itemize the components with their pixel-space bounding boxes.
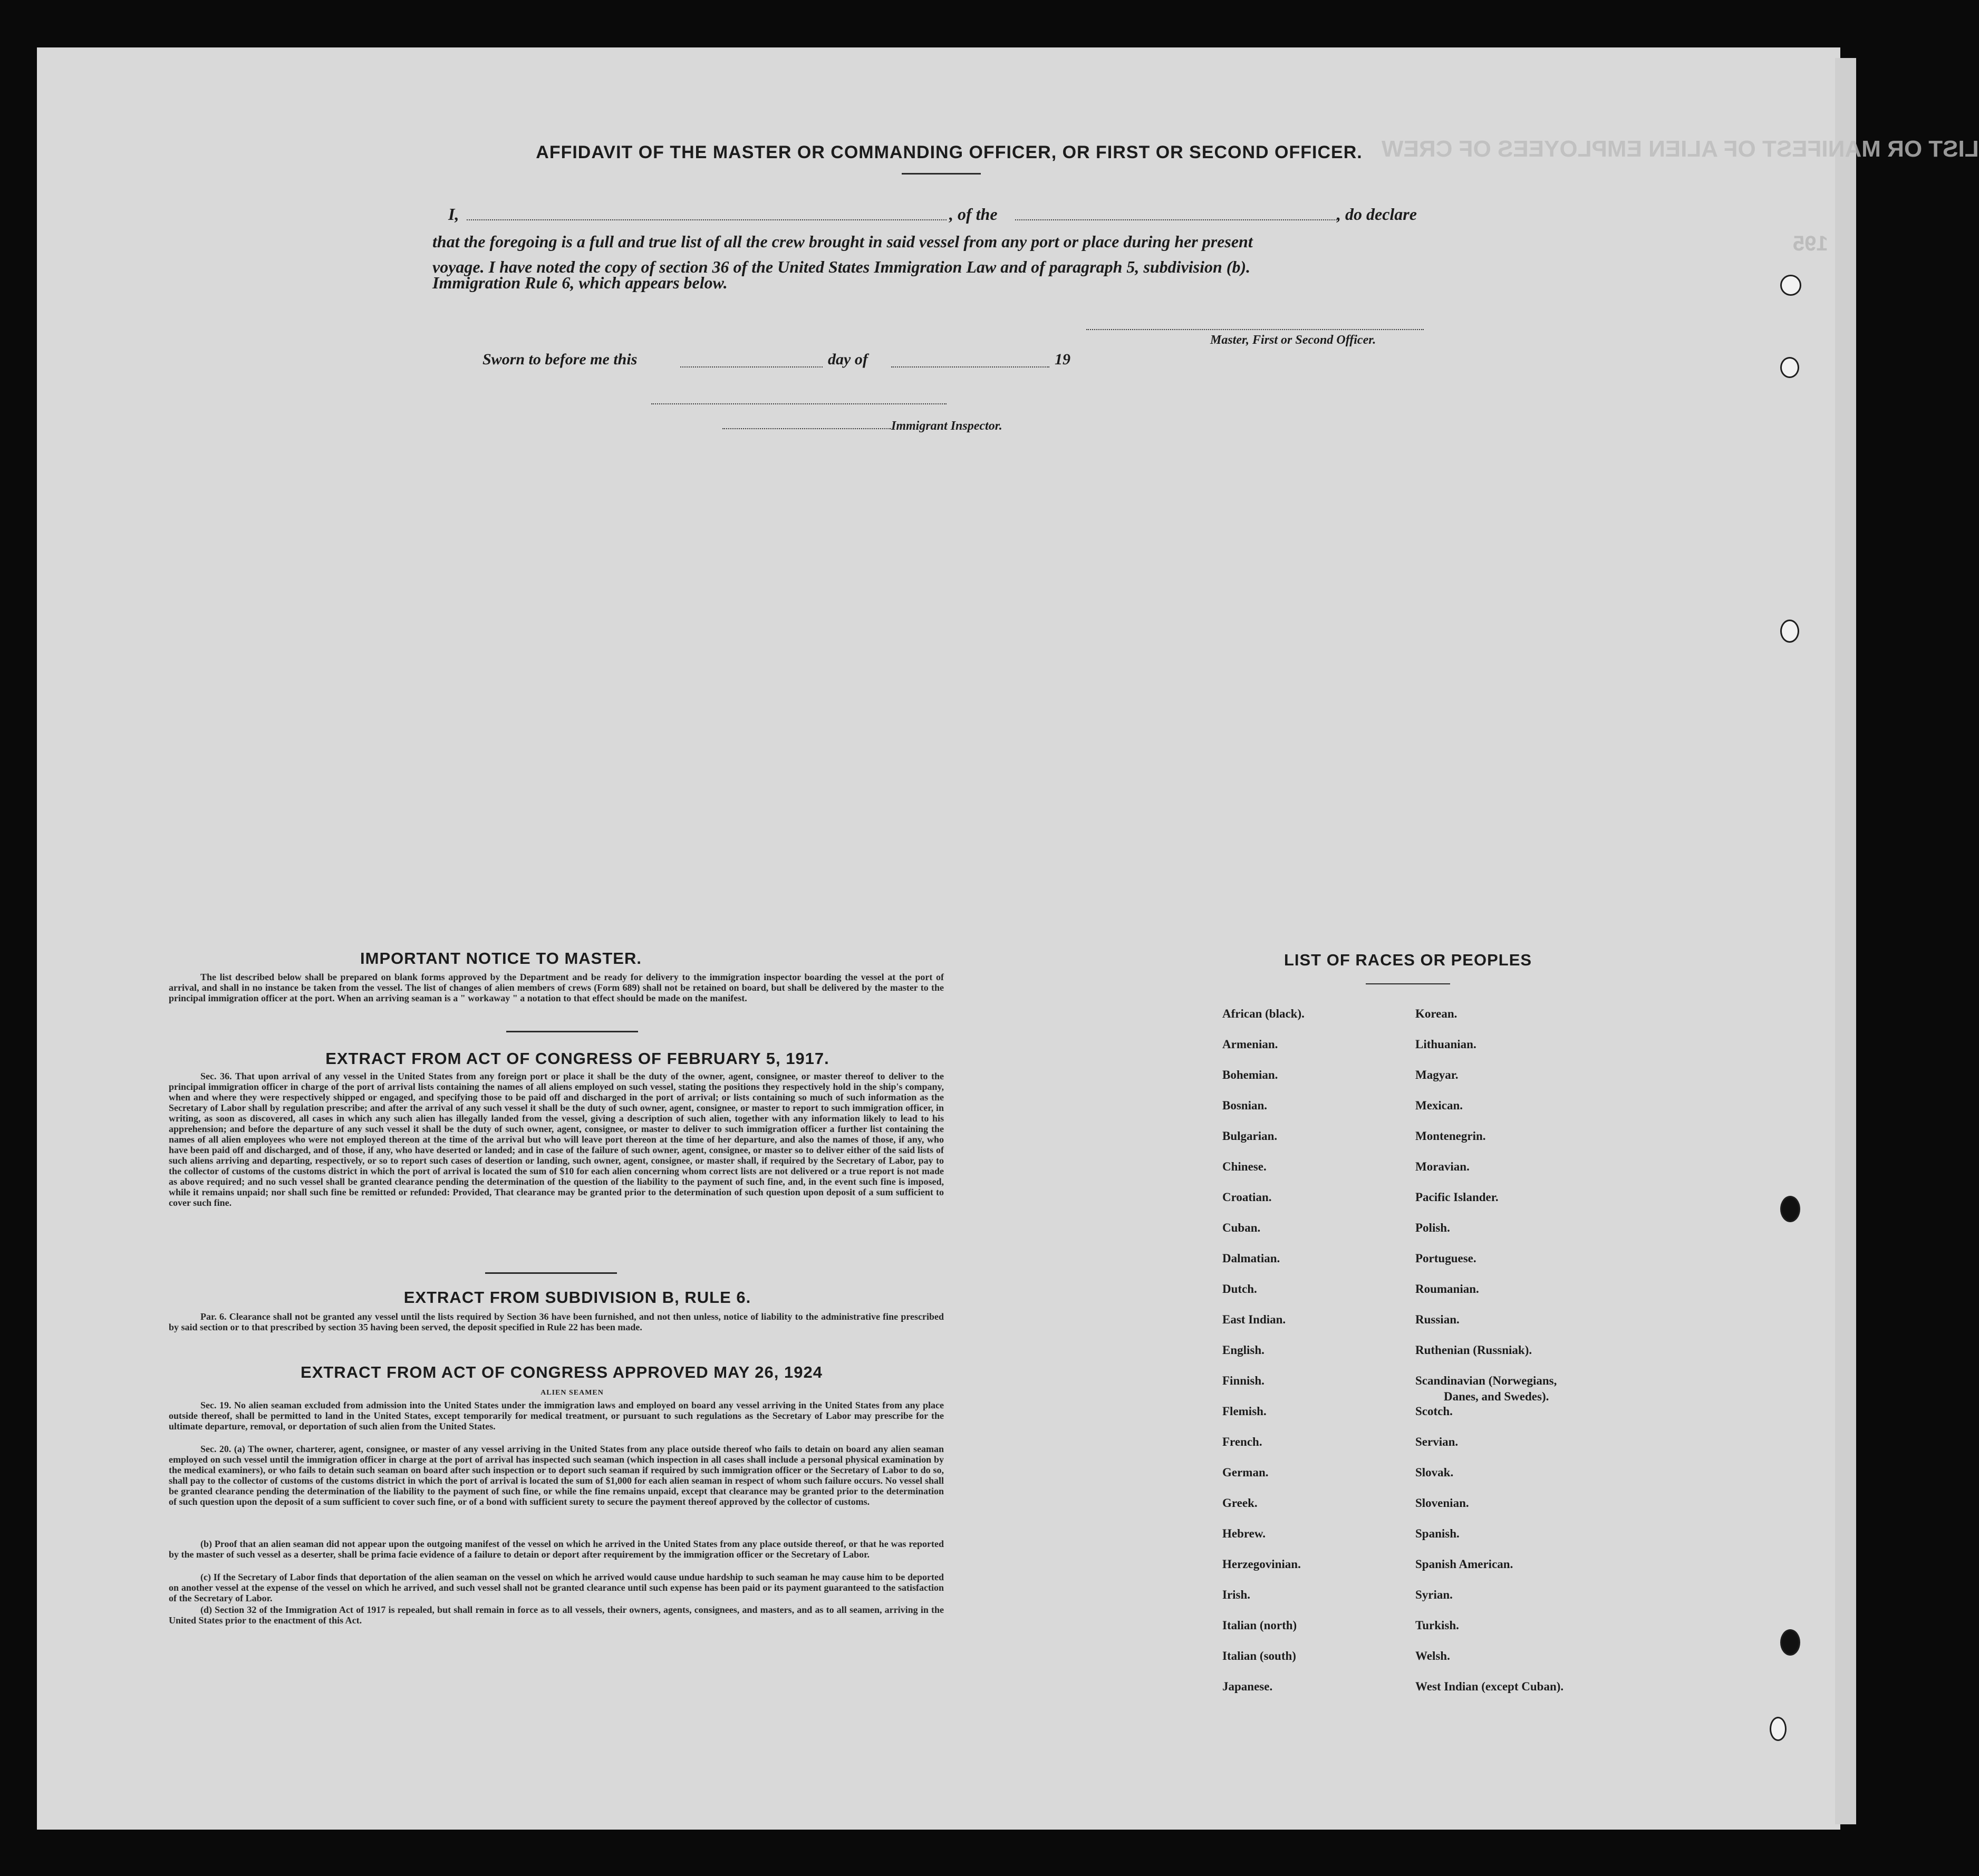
- race-item: Italian (north): [1222, 1619, 1297, 1632]
- binder-hole: [1780, 357, 1799, 378]
- bleed-through-number: 195: [1793, 232, 1828, 255]
- race-item: Bohemian.: [1222, 1068, 1278, 1081]
- sworn-year-label: 19: [1055, 351, 1070, 368]
- race-item: Slovenian.: [1415, 1496, 1469, 1510]
- page-edge: [1835, 58, 1856, 1824]
- race-item: Bosnian.: [1222, 1099, 1268, 1112]
- race-item: Korean.: [1415, 1007, 1457, 1020]
- notice-title: IMPORTANT NOTICE TO MASTER.: [360, 949, 642, 968]
- race-item: Servian.: [1415, 1435, 1459, 1448]
- extract-1924-subtitle: ALIEN SEAMEN: [540, 1389, 604, 1397]
- declaration-line-4: Immigration Rule 6, which appears below.: [432, 273, 728, 292]
- race-item: Polish.: [1415, 1221, 1450, 1234]
- race-item: Lithuanian.: [1415, 1038, 1476, 1051]
- race-item: Spanish.: [1415, 1527, 1460, 1540]
- sworn-month-blank: [891, 366, 1049, 368]
- race-item: West Indian (except Cuban).: [1415, 1680, 1564, 1693]
- declaration-line-3: voyage. I have noted the copy of section 36 of the United States Immigration Law and of paragraph 5, subdivision (b).: [432, 257, 1251, 276]
- race-item: German.: [1222, 1466, 1269, 1479]
- race-item: Scandinavian (Norwegians,: [1415, 1374, 1557, 1387]
- race-item: Chinese.: [1222, 1160, 1267, 1173]
- race-item: Mexican.: [1415, 1099, 1463, 1112]
- race-item: Hebrew.: [1222, 1527, 1266, 1540]
- declaration-of-the: , of the: [949, 205, 998, 224]
- extract-1924-title: EXTRACT FROM ACT OF CONGRESS APPROVED MAY 26, 1924: [301, 1363, 823, 1381]
- race-item: Spanish American.: [1415, 1558, 1513, 1571]
- sworn-prefix: Sworn to before me this: [482, 351, 638, 368]
- binder-hole: [1780, 1629, 1800, 1656]
- race-item: Herzegovinian.: [1222, 1558, 1301, 1571]
- race-item: Cuban.: [1222, 1221, 1261, 1234]
- race-item: Turkish.: [1415, 1619, 1459, 1632]
- extract-1917-body: Sec. 36. That upon arrival of any vessel in the United States from any foreign port or place it shall be the duty of the owner, agent, consignee, or master thereof to deliver to the principal immigration officer in charge of the port of arrival lists containing the names of all aliens employed on such vessel, stating the positions they respectively hold in the ship's company, when and where they were respectively shipped or engaged, and specifying those to be paid off and discharged in the port of arrival; or lists containing so much of such information as the Secretary of Labor shall by regulation prescribe; and after the arrival of any such vessel it shall be the duty of such owner, agent, consignee, or master to report to such immigration officer, in writing, as soon as discovered, all cases in which any such alien has illegally landed from the vessel, giving a description of such alien, together with any information likely to lead to his apprehension; and before the departure of any such vessel it shall be the duty of such owner, agent, consignee, or master to deliver to such immigration officer a further list containing the names of all alien employees who were not employed thereon at the time of the arrival but who will leave port thereon at the time of her departure, and also the names of those, if any, who have been paid off and discharged, and of those, if any, who have deserted or landed; and in case of the failure of such owner, agent, consignee, or master so to deliver either of the said lists of such aliens arriving and departing, respectively, or so to report such cases of desertion or landing, such owner, agent, consignee, or master shall, if required by the Secretary of Labor, pay to the collector of customs of the customs district in which the port of arrival is located the sum of $10 for each alien concerning whom correct lists are not delivered or a true report is not made as above required; and no such vessel shall be granted clearance pending the determination of the question of the liability to the payment of such fine, and, in the event such fine is imposed, while it remains unpaid; nor shall such fine be remitted or refunded: Provided, That clearance may be granted prior to the determination of such question upon deposit of a sum sufficient to cover such fine.: [169, 1071, 944, 1208]
- race-item: Syrian.: [1415, 1588, 1453, 1601]
- inspector-signature-blank: [651, 403, 947, 404]
- extract-1924-sec19: Sec. 19. No alien seaman excluded from admission into the United States under the immigration laws and employed on board any vessel arriving in the United States from any place outside thereof, shall be permitted to land in the United States, except temporarily for medical treatment, or pursuant to such regulations as the Secretary of Labor may prescribe for the ultimate departure, removal, or deportation of such alien from the United States.: [169, 1400, 944, 1432]
- title-rule: [902, 173, 981, 175]
- race-item: Flemish.: [1222, 1405, 1267, 1418]
- race-item: Bulgarian.: [1222, 1129, 1278, 1143]
- inspector-signature-blank-2: [722, 428, 891, 429]
- extract-1924-sec20a: Sec. 20. (a) The owner, charterer, agent, consignee, or master of any vessel arriving in the United States from any place outside thereof who fails to detain on board any alien seaman employed on such vessel until the immigration officer in charge at the port of arrival has inspected such seaman (which inspection in all cases shall include a personal physical examination by the medical examiners), or who fails to detain such seaman on board after such inspection or to deport such seaman if required by such immigration officer or the Secretary of Labor to do so, shall pay to the collector of customs of the customs district in which the port of arrival is located the sum of $1,000 for each alien seaman in respect of whom such failure occurs. No vessel shall be granted clearance pending the determination of the liability to the payment of such fine, or while the fine remains unpaid, except that clearance may be granted prior to the determination of such question upon the deposit of a sum sufficient to cover such fine, or of a bond with sufficient surety to secure the payment thereof approved by the collector of customs.: [169, 1444, 944, 1507]
- race-item: English.: [1222, 1343, 1264, 1357]
- section-rule: [506, 1031, 638, 1032]
- declaration-i: I,: [448, 205, 459, 224]
- race-item: Slovak.: [1415, 1466, 1454, 1479]
- bleed-through-header: LIST OR MANIFEST OF ALIEN EMPLOYEES OF CREW: [1382, 136, 1979, 162]
- race-item: Montenegrin.: [1415, 1129, 1486, 1143]
- officer-signature-blank: [1086, 329, 1424, 330]
- races-title-rule: [1366, 983, 1450, 984]
- inspector-label: Immigrant Inspector.: [891, 419, 1002, 433]
- sworn-day-blank: [680, 366, 823, 368]
- race-item: Dutch.: [1222, 1282, 1257, 1295]
- binder-hole: [1770, 1717, 1787, 1741]
- race-item: Scotch.: [1415, 1405, 1453, 1418]
- race-item: Magyar.: [1415, 1068, 1459, 1081]
- binder-hole: [1780, 620, 1799, 643]
- extract-1924-sec20d: (d) Section 32 of the Immigration Act of 1917 is repealed, but shall remain in force as to all vessels, their owners, agents, consignees, and masters, and as to all seamen, arriving in the United States prior to the enactment of this Act.: [169, 1604, 944, 1626]
- extract-rule6-title: EXTRACT FROM SUBDIVISION B, RULE 6.: [403, 1288, 751, 1307]
- race-item: Irish.: [1222, 1588, 1251, 1601]
- extract-rule6-body: Par. 6. Clearance shall not be granted any vessel until the lists required by Section 36 have been furnished, and not then unless, notice of liability to the administrative fine prescribed by said section or to that prescribed by section 35 having been served, the deposit specified in Rule 22 has been made.: [169, 1311, 944, 1332]
- race-item: Croatian.: [1222, 1191, 1272, 1204]
- extract-1924-sec20c: (c) If the Secretary of Labor finds that deportation of the alien seaman on the vessel on which he arrived would cause undue hardship to such seaman he may cause him to be deported on another vessel at the expense of the vessel on which he arrived, and such vessel shall not be granted clearance until such expense has been paid or its payment guaranteed to the satisfaction of the Secretary of Labor.: [169, 1572, 944, 1603]
- races-title: LIST OF RACES OR PEOPLES: [1283, 951, 1532, 969]
- notice-body: The list described below shall be prepared on blank forms approved by the Department and be ready for delivery to the immigration inspector boarding the vessel at the port of arrival, and shall in no instance be taken from the vessel. The list of changes of alien members of crews (Form 689) shall not be retained on board, but shall be delivered by the master to the principal immigration officer at the port. When an arriving seaman is a " workaway " a notation to that effect should be made on the manifest.: [169, 972, 944, 1003]
- race-item: African (black).: [1222, 1007, 1305, 1020]
- race-item: Ruthenian (Russniak).: [1415, 1343, 1532, 1357]
- declaration-line-2: that the foregoing is a full and true list of all the crew brought in said vessel from any port or place during her present: [432, 232, 1253, 251]
- binder-hole: [1780, 275, 1801, 296]
- sworn-day-label: day of: [828, 351, 868, 368]
- race-item: Greek.: [1222, 1496, 1258, 1510]
- vessel-name-blank: [1015, 219, 1337, 220]
- race-item: Armenian.: [1222, 1038, 1278, 1051]
- race-item: Roumanian.: [1415, 1282, 1479, 1295]
- officer-name-blank: [467, 219, 947, 220]
- race-item: Italian (south): [1222, 1649, 1296, 1662]
- race-item: Dalmatian.: [1222, 1252, 1280, 1265]
- affidavit-title: AFFIDAVIT OF THE MASTER OR COMMANDING OFFICER, OR FIRST OR SECOND OFFICER.: [536, 142, 1363, 162]
- race-item: Russian.: [1415, 1313, 1460, 1326]
- race-item: East Indian.: [1222, 1313, 1286, 1326]
- race-item: Finnish.: [1222, 1374, 1264, 1387]
- binder-hole: [1780, 1196, 1800, 1222]
- race-item: Moravian.: [1415, 1160, 1470, 1173]
- race-item: Pacific Islander.: [1415, 1191, 1499, 1204]
- race-item: Portuguese.: [1415, 1252, 1476, 1265]
- extract-1924-sec20b: (b) Proof that an alien seaman did not appear upon the outgoing manifest of the vessel on which he arrived in the United States from any place outside thereof, or that he was reported by the master of such vessel as a deserter, shall be prima facie evidence of a failure to detain or deport after requirement by the immigration officer or the Secretary of Labor.: [169, 1539, 944, 1560]
- extract-1917-title: EXTRACT FROM ACT OF CONGRESS OF FEBRUARY 5, 1917.: [325, 1049, 829, 1068]
- document-page: [37, 47, 1840, 1830]
- race-item: Welsh.: [1415, 1649, 1450, 1662]
- declaration-do-declare: , do declare: [1337, 205, 1417, 224]
- race-scandinavian-continued: Danes, and Swedes).: [1444, 1390, 1549, 1403]
- officer-signature-label: Master, First or Second Officer.: [1210, 333, 1376, 347]
- race-item: French.: [1222, 1435, 1262, 1448]
- race-item: Japanese.: [1222, 1680, 1273, 1693]
- section-rule: [485, 1272, 617, 1274]
